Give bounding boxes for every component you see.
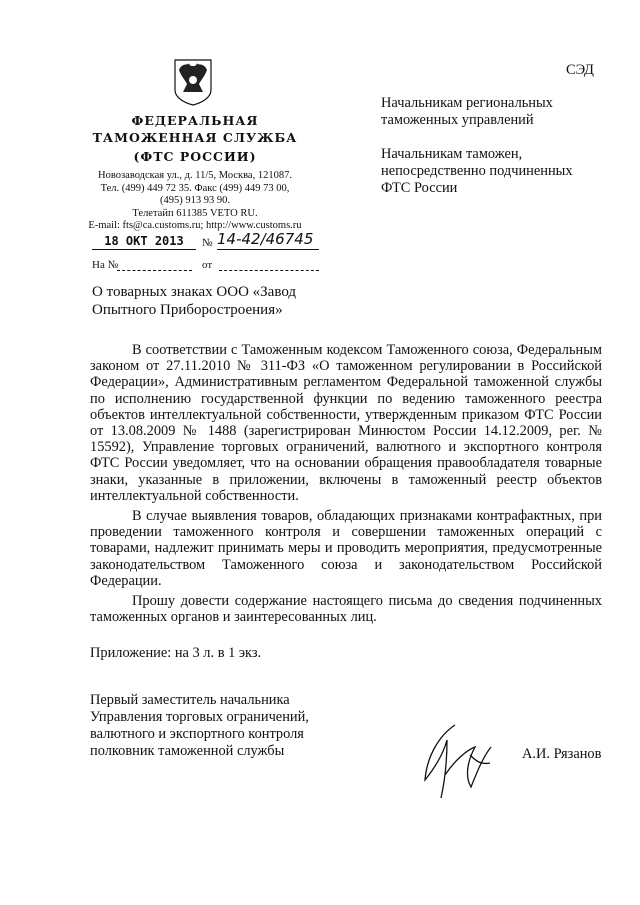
recipient-line: Начальникам региональных [381, 95, 553, 111]
teletype-line: Телетайп 611385 VETO RU. [132, 207, 258, 219]
number-label: № [202, 237, 213, 249]
signatory-name: А.И. Рязанов [522, 746, 602, 762]
ref-date-blank [219, 270, 319, 271]
title-line: Управления торговых ограничений, [90, 709, 309, 725]
paragraph: В случае выявления товаров, обладающих признаками контрафактных, при проведении таможенного контроля и совершении таможенных операций с товарами, надлежит принимать меры и проводить мероприятия, предусмотренные законодательством Таможенного союза и законодательством Российской Федерации. [90, 508, 602, 589]
subject-line: Опытного Приборостроения» [92, 302, 283, 318]
phone-line-2: (495) 913 93 90. [160, 195, 230, 206]
recipient-line: таможенных управлений [381, 112, 534, 128]
recipients-group-2 [381, 146, 573, 197]
org-name-line3: (ФТС РОССИИ) [133, 149, 257, 164]
org-name-line1: ФЕДЕРАЛЬНАЯ [131, 113, 259, 128]
title-line: Первый заместитель начальника [90, 692, 290, 708]
date-value: 18 ОКТ 2013 [104, 234, 184, 248]
subject-line: О товарных знаках ООО «Завод [92, 284, 297, 300]
recipient-line: ФТС России [381, 180, 458, 196]
subject [92, 283, 296, 319]
signatory-title [90, 692, 309, 760]
recipients-group-1 [381, 95, 553, 129]
letter-body [90, 342, 602, 662]
recipient-line: непосредственно подчиненных [381, 163, 573, 179]
ref-number-blank [117, 270, 192, 271]
address-line: Новозаводская ул., д. 11/5, Москва, 121087. [98, 170, 292, 181]
recipient-line: Начальникам таможен, [381, 146, 523, 162]
sed-mark: СЭД [566, 62, 594, 78]
ref-label: На № [92, 259, 119, 271]
title-line: полковник таможенной службы [90, 743, 285, 759]
attachment-note: Приложение: на 3 л. в 1 экз. [90, 645, 262, 662]
handwritten-signature [415, 715, 505, 815]
org-address [70, 170, 320, 233]
from-label: от [202, 259, 213, 271]
email-line: E-mail: fts@ca.customs.ru; http://www.customs.ru [88, 220, 302, 231]
number-field [217, 230, 319, 250]
paragraph: В соответствии с Таможенным кодексом Таможенного союза, Федеральным законом от 27.11.2010 № 311-ФЗ «О таможенном регулировании в Российской Федерации», Административным регламентом Федеральной таможенной службы по исполнению государственной функции по ведению таможенного реестра объектов интеллектуальной собственности, утвержденным приказом ФТС России от 13.08.2009 № 1488 (зарегистрирован Минюстом России 14.12.2009, рег. № 15592), Управление торговых ограничений, валютного и экспортного контроля ФТС России уведомляет, что на основании обращения правообладателя товарные знаки, указанные в приложении, включены в таможенный реестр объектов интеллектуальной собственности. [90, 342, 602, 504]
title-line: валютного и экспортного контроля [90, 726, 304, 742]
paragraph: Прошу довести содержание настоящего письма до сведения подчиненных таможенных органов и заинтересованных лиц. [90, 593, 602, 626]
number-value: 14-42/46745 [217, 230, 314, 248]
phone-line: Тел. (499) 449 72 35. Факс (499) 449 73 00, [100, 182, 290, 194]
coat-of-arms-emblem [173, 58, 213, 106]
org-name-line2: ТАМОЖЕННАЯ СЛУЖБА [92, 130, 298, 145]
date-field [92, 234, 196, 250]
